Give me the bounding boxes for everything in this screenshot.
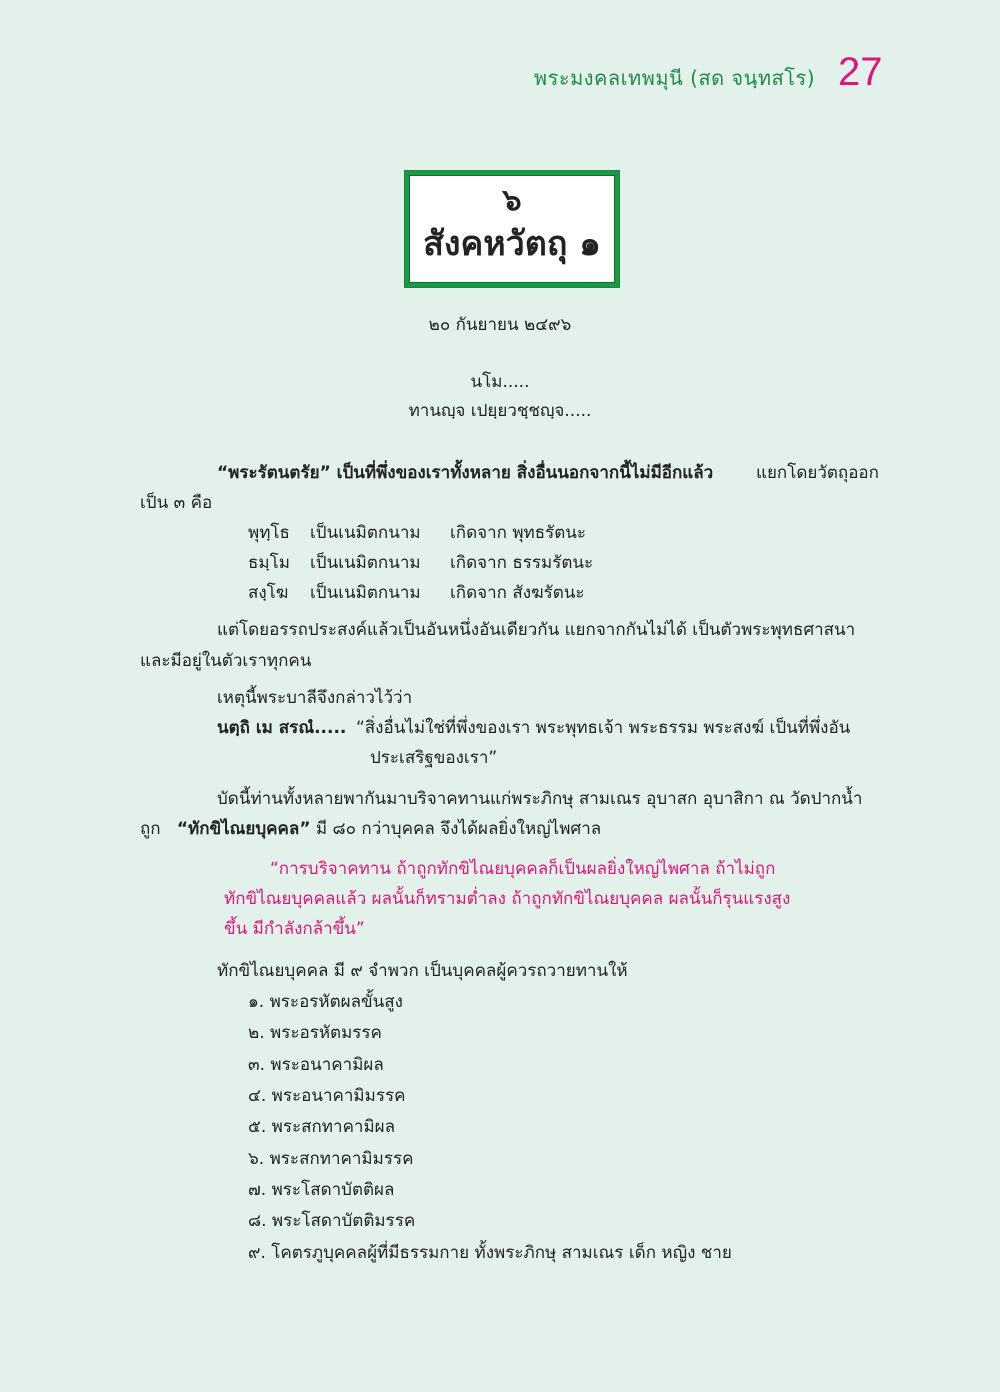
quote-line-2: ประเสริฐของเรา” [370,748,498,768]
dakkhineyya-term: “ทักขิไณยบุคคล” [176,819,311,839]
triple-row-desc: เป็นเนมิตกนาม [310,523,421,543]
list-item: ๘. พระโสดาบัตติมรรค [248,1211,416,1231]
triple-row-pali: พุทฺโธ [248,523,290,543]
list-item: ๑. พระอรหัตผลขั้นสูง [248,992,403,1012]
paragraph-1-line-1 [217,462,713,484]
triple-gem-statement: “พระรัตนตรัย” เป็นที่พึ่งของเราทั้งหลาย สิ่งอื่นนอกจากนี้ไม่มีอีกแล้ว [217,463,714,483]
list-item: ๙. โคตรภูบุคคลผู้ที่มีธรรมกาย ทั้งพระภิกษุ สามเณร เด็ก หญิง ชาย [248,1243,732,1263]
quote-line-1: “สิ่งอื่นไม่ใช่ที่พึ่งของเรา พระพุทธเจ้า พระธรรม พระสงฆ์ เป็นที่พึ่งอัน [356,718,851,738]
page-number: 27 [838,50,883,94]
paragraph-3: เหตุนี้พระบาลีจึงกล่าวไว้ว่า [217,688,413,708]
list-item: ๒. พระอรหัตมรรค [248,1023,382,1043]
triple-row-origin: เกิดจาก สังฆรัตนะ [450,583,585,603]
triple-row-origin: เกิดจาก ธรรมรัตนะ [450,553,594,573]
list-item: ๓. พระอนาคามิผล [248,1055,384,1075]
triple-row-pali: ธมฺโม [248,553,290,573]
invocation-line-1: นโม..... [470,372,530,392]
triple-row-desc: เป็นเนมิตกนาม [310,553,421,573]
triple-row-desc: เป็นเนมิตกนาม [310,583,421,603]
list-item: ๗. พระโสดาบัตติผล [248,1180,395,1200]
pali-quote: นตฺถิ เม สรณํ..... [217,718,347,738]
paragraph-2-line-1: แต่โดยอรรถประสงค์แล้วเป็นอันหนึ่งอันเดียวกัน แยกจากกันไม่ได้ เป็นตัวพระพุทธศาสนา [217,620,856,640]
chapter-title-inner [409,175,615,283]
chapter-number: ๖ [502,183,522,218]
paragraph-1-line-1-rest: แยกโดยวัตถุออก [756,463,879,483]
list-item: ๖. พระสกทาคามิมรรค [248,1149,414,1169]
list-item: ๔. พระอนาคามิมรรค [248,1086,406,1106]
chapter-title-box [404,170,620,288]
triple-row-origin: เกิดจาก พุทธรัตนะ [450,523,587,543]
running-header-title: พระมงคลเทพมุนี (สด จนฺทสโร) [533,66,815,90]
chapter-title: สังคหวัตถุ ๑ [423,224,601,264]
paragraph-4-line-1: บัดนี้ท่านทั้งหลายพากันมาบริจาคทานแก่พระภิกษุ สามเณร อุบาสก อุบาสิกา ณ วัดปากน้ำ [217,789,863,809]
highlight-quote-line-3: ขึ้น มีกำลังกล้าขึ้น” [224,919,365,939]
paragraph-4-line-2 [140,818,601,840]
paragraph-4-pre: ถูก [140,819,161,839]
list-item: ๕. พระสกทาคามิผล [248,1117,396,1137]
paragraph-1-line-2: เป็น ๓ คือ [140,493,213,513]
paragraph-2-line-2: และมีอยู่ในตัวเราทุกคน [140,651,312,671]
invocation-line-2: ทานญฺจ เปยฺยวชฺชญฺจ..... [408,401,592,421]
highlight-quote-line-2: ทักขิไณยบุคคลแล้ว ผลนั้นก็ทรามต่ำลง ถ้าถูกทักขิไณยบุคคล ผลนั้นก็รุนแรงสูง [224,889,791,909]
sermon-date: ๒๐ กันยายน ๒๔๙๖ [428,315,572,335]
highlight-quote-line-1: “การบริจาคทาน ถ้าถูกทักขิไณยบุคคลก็เป็นผลยิ่งใหญ่ไพศาล ถ้าไม่ถูก [270,859,776,879]
triple-row-pali: สงฺโฆ [248,583,289,603]
paragraph-4-post: มี ๘๐ กว่าบุคคล จึงได้ผลยิ่งใหญ่ไพศาล [315,819,602,839]
paragraph-5: ทักขิไณยบุคคล มี ๙ จำพวก เป็นบุคคลผู้ควรถวายทานให้ [217,961,628,981]
